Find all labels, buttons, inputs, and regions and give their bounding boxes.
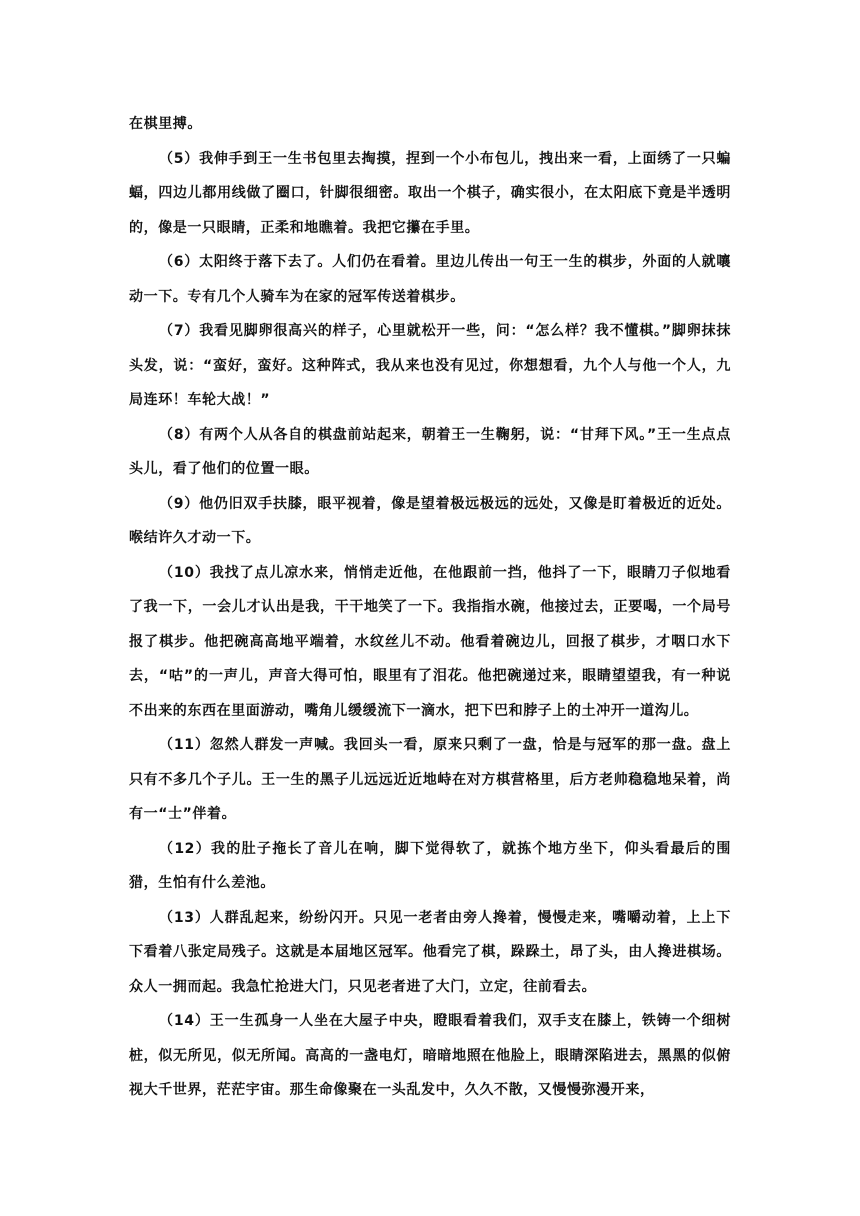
document-body	[129, 107, 731, 1108]
paragraph-6: （6）太阳终于落下去了。人们仍在看着。里边儿传出一句王一生的棋步，外面的人就嚷动一下。专有几个人骑车为在家的冠军传送着棋步。	[129, 254, 731, 305]
paragraph-9: （9）他仍旧双手扶膝，眼平视着，像是望着极远极远的远处，又像是盯着极近的近处。喉结许久才动一下。	[129, 495, 731, 546]
paragraph-8: （8）有两个人从各自的棋盘前站起来，朝着王一生鞠躬，说：“甘拜下风。”王一生点点头儿，看了他们的位置一眼。	[129, 426, 731, 477]
paragraph-continuation: 在棋里搏。	[129, 116, 202, 132]
paragraph-10: （10）我找了点儿凉水来，悄悄走近他，在他跟前一挡，他抖了一下，眼睛刀子似地看了我一下，一会儿才认出是我，干干地笑了一下。我指指水碗，他接过去，正要喝，一个局号报了棋步。他把碗高高地平端着，水纹丝儿不动。他看着碗边儿，回报了棋步，才咽口水下去，“咕”的一声儿，声音大得可怕，眼里有了泪花。他把碗递过来，眼睛望望我，有一种说不出来的东西在里面游动，嘴角儿缓缓流下一滴水，把下巴和脖子上的土冲开一道沟儿。	[129, 564, 731, 719]
paragraph-11: （11）忽然人群发一声喊。我回头一看，原来只剩了一盘，恰是与冠军的那一盘。盘上只有不多几个子儿。王一生的黑子儿远远近近地峙在对方棋营格里，后方老帅稳稳地呆着，尚有一“士”伴着。	[129, 737, 731, 822]
paragraph-13: （13）人群乱起来，纷纷闪开。只见一老者由旁人搀着，慢慢走来，嘴嚼动着，上上下下看着八张定局残子。这就是本届地区冠军。他看完了棋，跺跺土，昂了头，由人搀进棋场。众人一拥而起。我急忙抢进大门，只见老者进了大门，立定，往前看去。	[129, 909, 731, 995]
paragraph-7: （7）我看见脚卵很高兴的样子，心里就松开一些，问：“怎么样？我不懂棋。”脚卵抹抹头发，说：“蛮好，蛮好。这种阵式，我从来也没有见过，你想想看，九个人与他一个人，九局连环！车轮大战！”	[129, 323, 731, 408]
paragraph-12: （12）我的肚子拖长了音儿在响，脚下觉得软了，就拣个地方坐下，仰头看最后的围猎，生怕有什么差池。	[129, 840, 731, 891]
paragraph-5: （5）我伸手到王一生书包里去掏摸，捏到一个小布包儿，拽出来一看，上面绣了一只蝙蝠，四边儿都用线做了圈口，针脚很细密。取出一个棋子，确实很小，在太阳底下竟是半透明的，像是一只眼睛，正柔和地瞧着。我把它攥在手里。	[129, 150, 731, 236]
paragraph-14: （14）王一生孤身一人坐在大屋子中央，瞪眼看着我们，双手支在膝上，铁铸一个细树桩，似无所见，似无所闻。高高的一盏电灯，暗暗地照在他脸上，眼睛深陷进去，黑黑的似俯视大千世界，茫茫宇宙。那生命像聚在一头乱发中，久久不散，又慢慢弥漫开来，	[129, 1013, 731, 1098]
